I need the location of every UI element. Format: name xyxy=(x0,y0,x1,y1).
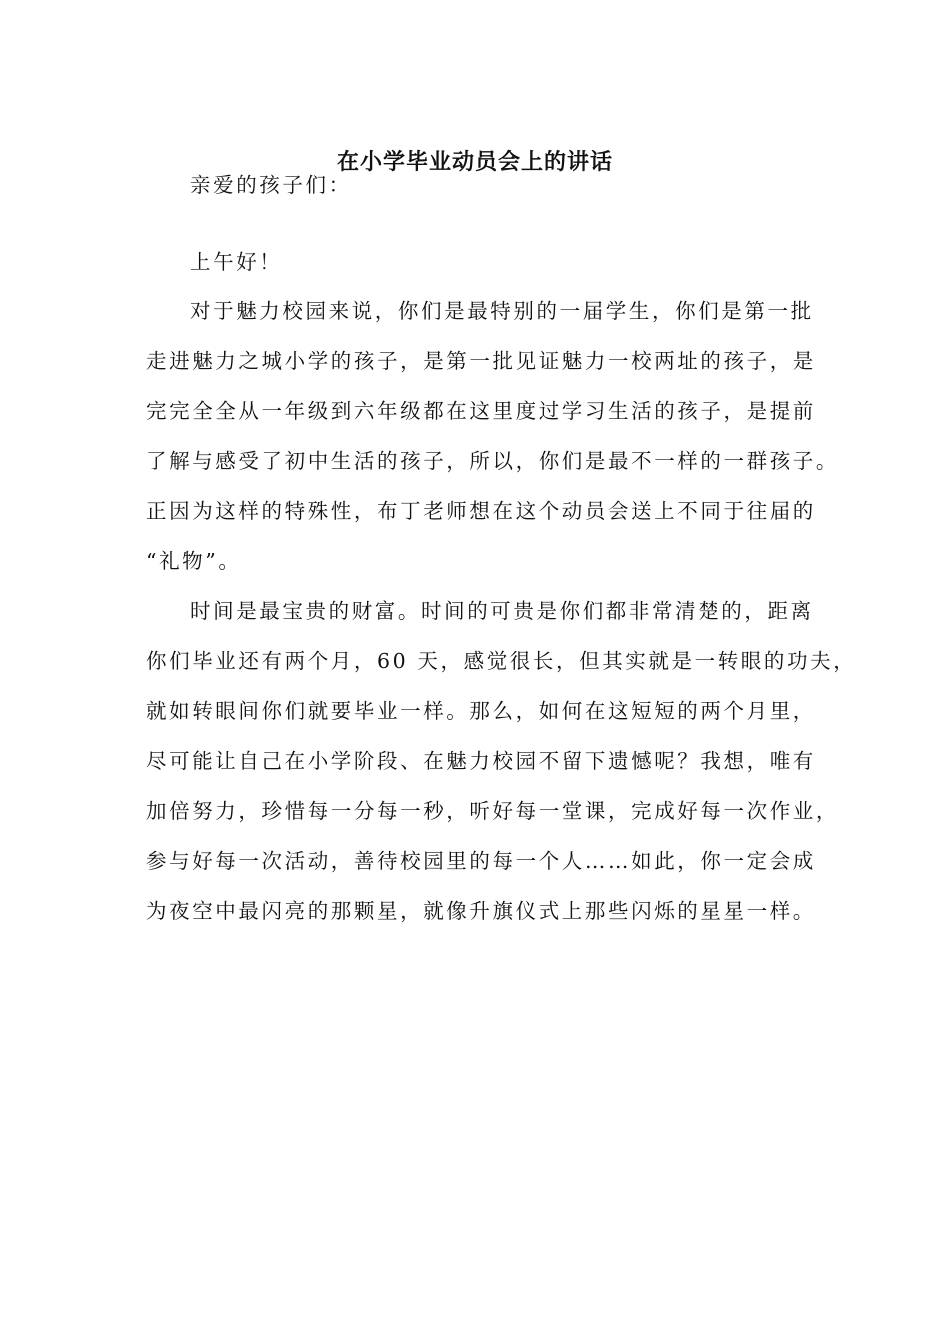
paragraph-line: 对于魅力校园来说，你们是最特别的一届学生，你们是第一批 xyxy=(190,299,814,323)
paragraph-line: 走进魅力之城小学的孩子，是第一批见证魅力一校两址的孩子，是 xyxy=(146,349,816,373)
paragraph-line: 了解与感受了初中生活的孩子，所以，你们是最不一样的一群孩子。 xyxy=(146,449,839,473)
paragraph-line: 尽可能让自己在小学阶段、在魅力校园不留下遗憾呢？我想，唯有 xyxy=(146,749,816,773)
paragraph-line: 你们毕业还有两个月，60 天，感觉很长，但其实就是一转眼的功夫， xyxy=(146,649,857,673)
salutation: 亲爱的孩子们： xyxy=(190,173,352,197)
paragraph-line: 加倍努力，珍惜每一分每一秒，听好每一堂课，完成好每一次作业， xyxy=(146,799,839,823)
paragraph-line: 时间是最宝贵的财富。时间的可贵是你们都非常清楚的，距离 xyxy=(190,599,814,623)
greeting: 上午好！ xyxy=(190,250,283,274)
paragraph-line: 参与好每一次活动，善待校园里的每一个人……如此，你一定会成 xyxy=(146,849,816,873)
paragraph-line: 完完全全从一年级到六年级都在这里度过学习生活的孩子，是提前 xyxy=(146,399,816,423)
paragraph-line: 为夜空中最闪亮的那颗星，就像升旗仪式上那些闪烁的星星一样。 xyxy=(146,899,816,923)
document-title: 在小学毕业动员会上的讲话 xyxy=(336,150,613,175)
paragraph-line: “礼物”。 xyxy=(146,549,242,573)
paragraph-line: 正因为这样的特殊性，布丁老师想在这个动员会送上不同于往届的 xyxy=(146,499,816,523)
paragraph-line: 就如转眼间你们就要毕业一样。那么，如何在这短短的两个月里， xyxy=(146,699,816,723)
